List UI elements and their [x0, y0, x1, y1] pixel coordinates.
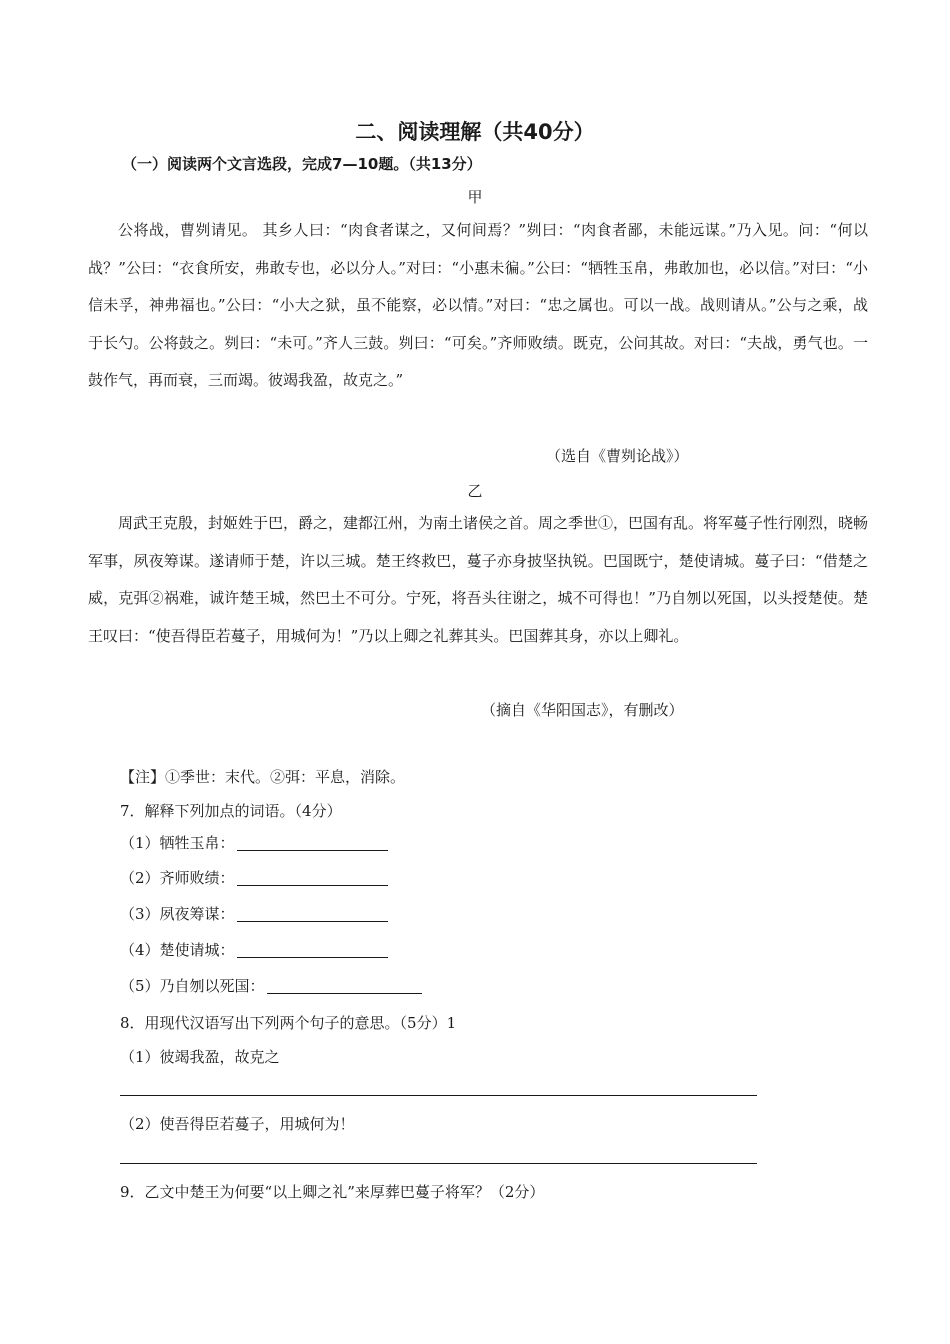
question-7-item-3 — [120, 903, 388, 924]
section-title: 二、阅读理解（共40分） — [355, 120, 595, 144]
question-7-item-5-label: （5）乃自刎以死国： — [120, 977, 265, 995]
question-7-item-1 — [120, 832, 388, 853]
subsection-title: （一）阅读两个文言选段，完成7—10题。（共13分） — [122, 155, 482, 173]
answer-blank[interactable] — [237, 884, 388, 886]
answer-line[interactable] — [120, 1163, 757, 1164]
question-9-prompt: 9．乙文中楚王为何要“以上卿之礼”来厚葬巴蔓子将军？（2分） — [120, 1183, 545, 1201]
question-7-item-2 — [120, 867, 388, 888]
answer-blank[interactable] — [237, 920, 388, 922]
passage-a-text: 公将战，曹刿请见。 其乡人曰：“肉食者谋之，又何间焉？”刿曰：“肉食者鄙，未能远谋。”乃入见。问：“何以战？”公曰：“衣食所安，弗敢专也，必以分人。”对曰：“小惠未徧。”公曰：“牺牲玉帛，弗敢加也，必以信。”对曰：“小信未孚，神弗福也。”公曰：“小大之狱，虽不能察，必以情。”对曰：“忠之属也。可以一战。战则请从。”公与之乘，战于长勺。公将鼓之。刿曰：“未可。”齐人三鼓。刿曰：“可矣。”齐师败绩。既克，公问其故。对曰：“夫战，勇气也。一鼓作气，再而衰，三而竭。彼竭我盈，故克之。” — [88, 221, 868, 389]
question-7-item-4 — [120, 939, 388, 960]
passage-a-source: （选自《曹刿论战》） — [546, 447, 689, 465]
passage-b-text: 周武王克殷，封姬姓于巴，爵之，建都江州，为南土诸侯之首。周之季世①，巴国有乱。将军蔓子性行刚烈，晓畅军事，夙夜筹谋。遂请师于楚，许以三城。楚王终救巴，蔓子亦身披坚执锐。巴国既宁，楚使请城。蔓子曰：“借楚之威，克弭②祸难，诚许楚王城，然巴土不可分。宁死，将吾头往谢之，城不可得也！”乃自刎以死国，以头授楚使。楚王叹曰：“使吾得臣若蔓子，用城何为！”乃以上卿之礼葬其头。巴国葬其身，亦以上卿礼。 — [88, 514, 869, 645]
question-8-item-1: （1）彼竭我盈，故克之 — [120, 1048, 280, 1066]
question-7-item-2-label: （2）齐师败绩： — [120, 869, 235, 887]
answer-line[interactable] — [120, 1095, 757, 1096]
question-7-item-4-label: （4）楚使请城： — [120, 941, 235, 959]
passage-b-label: 乙 — [467, 482, 483, 500]
question-8-prompt: 8．用现代汉语写出下列两个句子的意思。（5分）1 — [120, 1014, 457, 1032]
question-8-item-2: （2）使吾得臣若蔓子，用城何为！ — [120, 1115, 355, 1133]
passage-a-label: 甲 — [467, 188, 483, 206]
question-7-item-3-label: （3）夙夜筹谋： — [120, 905, 235, 923]
answer-blank[interactable] — [237, 956, 388, 958]
answer-blank[interactable] — [267, 992, 422, 994]
question-7-prompt: 7．解释下列加点的词语。（4分） — [120, 802, 342, 820]
question-7-item-5 — [120, 975, 422, 996]
question-7-item-1-label: （1）牺牲玉帛： — [120, 834, 235, 852]
passage-b-source: （摘自《华阳国志》，有删改） — [481, 701, 684, 719]
answer-blank[interactable] — [237, 849, 388, 851]
annotation-note: 【注】①季世：末代。②弭：平息，消除。 — [120, 768, 406, 786]
